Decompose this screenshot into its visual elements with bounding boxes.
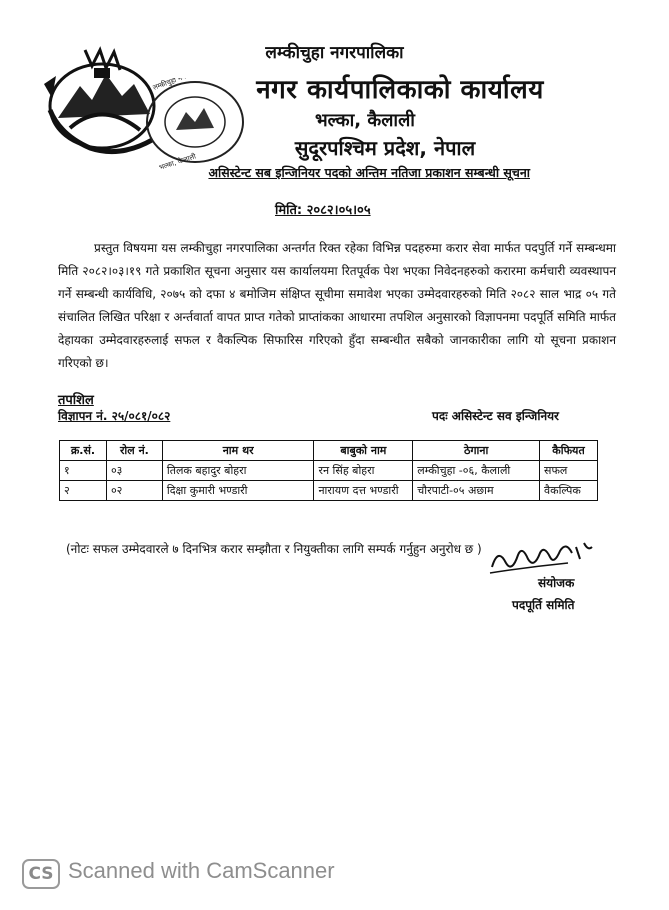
signatory-committee: पदपूर्ति समिति bbox=[512, 598, 575, 612]
camscanner-logo-icon: CS bbox=[22, 859, 60, 889]
post-name: पदः असिस्टेन्ट सव इन्जिनियर bbox=[432, 409, 559, 423]
col-header-address: ठेगाना bbox=[413, 441, 540, 461]
cell-address: लम्कीचुहा -०६, कैलाली bbox=[413, 461, 540, 481]
svg-text:भल्का, कैलाली: भल्का, कैलाली bbox=[158, 152, 197, 172]
results-table bbox=[59, 440, 598, 501]
office-location: भल्का, कैलाली bbox=[315, 110, 415, 131]
handwritten-signature bbox=[488, 537, 598, 577]
cell-remarks: वैकल्पिक bbox=[540, 481, 598, 501]
notice-date: मिति: २०८२।०५।०५ bbox=[275, 203, 371, 218]
cell-serial: २ bbox=[60, 481, 107, 501]
province-name: सुदूरपश्चिम प्रदेश, नेपाल bbox=[294, 136, 476, 160]
col-header-remarks: कैफियत bbox=[540, 441, 598, 461]
cell-address: चौरपाटी-०५ अछाम bbox=[413, 481, 540, 501]
signatory-title: संयोजक bbox=[538, 576, 575, 590]
col-header-roll: रोल नं. bbox=[106, 441, 162, 461]
notice-body bbox=[58, 237, 616, 375]
advertisement-number: विज्ञापन नं. २५/०८१/०८२ bbox=[58, 409, 171, 423]
cell-roll: ०३ bbox=[106, 461, 162, 481]
notice-note: (नोटः सफल उम्मेदवारले ७ दिनभित्र करार सम्झौता र नियुक्तीका लागि सम्पर्क गर्नुहुन अनुरोध छ ) bbox=[66, 542, 482, 556]
camscanner-watermark: Scanned with CamScanner bbox=[68, 858, 335, 883]
details-heading: तपशिल bbox=[58, 393, 94, 408]
col-header-serial: क्र.सं. bbox=[60, 441, 107, 461]
cell-name: दिक्षा कुमारी भण्डारी bbox=[162, 481, 314, 501]
col-header-father: बाबुको नाम bbox=[314, 441, 413, 461]
cell-serial: १ bbox=[60, 461, 107, 481]
cell-roll: ०२ bbox=[106, 481, 162, 501]
notice-body-text: प्रस्तुत विषयमा यस लम्कीचुहा नगरपालिका अन्तर्गत रिक्त रहेका विभिन्न पदहरुमा करार सेवा मार्फत पदपुर्ति गर्ने सम्बन्धमा मिति २०८२।०३।१९ गते प्रकाशित सूचना अनुसार यस कार्यालयमा रितपूर्वक पेश भएका निवेदनहरुको करारमा कर्मचारी व्यवस्थापन गर्ने सम्बन्धी कार्यविधि, २०७५ को दफा ४ बमोजिम संक्षिप्त सूचीमा समावेश भएका उम्मेदवारहरुको मिति २०८२ साल भाद्र ०५ गते संचालित लिखित परिक्षा र अर्न्तवार्ता वापत प्राप्त गतेको प्राप्तांकका आधारमा तपशिल अनुसारको विज्ञापनमा पदपूर्ति समिति मार्फत देहायका उम्मेदवारहरुलाई सफल र वैकल्पिक सिफारिस गरिएको हुँदा सम्बन्धीत सबैको जानकारीका लागि यो सूचना प्रकाशन गरिएको छ। bbox=[58, 241, 616, 370]
notice-subject: असिस्टेन्ट सब इन्जिनियर पदको अन्तिम नतिजा प्रकाशन सम्बन्धी सूचना bbox=[208, 165, 530, 180]
table-row bbox=[60, 461, 598, 481]
cell-father: रन सिंह बोहरा bbox=[314, 461, 413, 481]
cell-father: नारायण दत्त भण्डारी bbox=[314, 481, 413, 501]
table-header-row bbox=[60, 441, 598, 461]
table-row bbox=[60, 481, 598, 501]
svg-text:लम्कीचुहा नगरपालिका: लम्कीचुहा नगरपालिका bbox=[151, 78, 208, 92]
cell-remarks: सफल bbox=[540, 461, 598, 481]
cell-name: तिलक बहादुर बोहरा bbox=[162, 461, 314, 481]
office-title: नगर कार्यपालिकाको कार्यालय bbox=[256, 75, 544, 105]
col-header-name: नाम थर bbox=[162, 441, 314, 461]
municipality-name: लम्कीचुहा नगरपालिका bbox=[265, 43, 404, 63]
